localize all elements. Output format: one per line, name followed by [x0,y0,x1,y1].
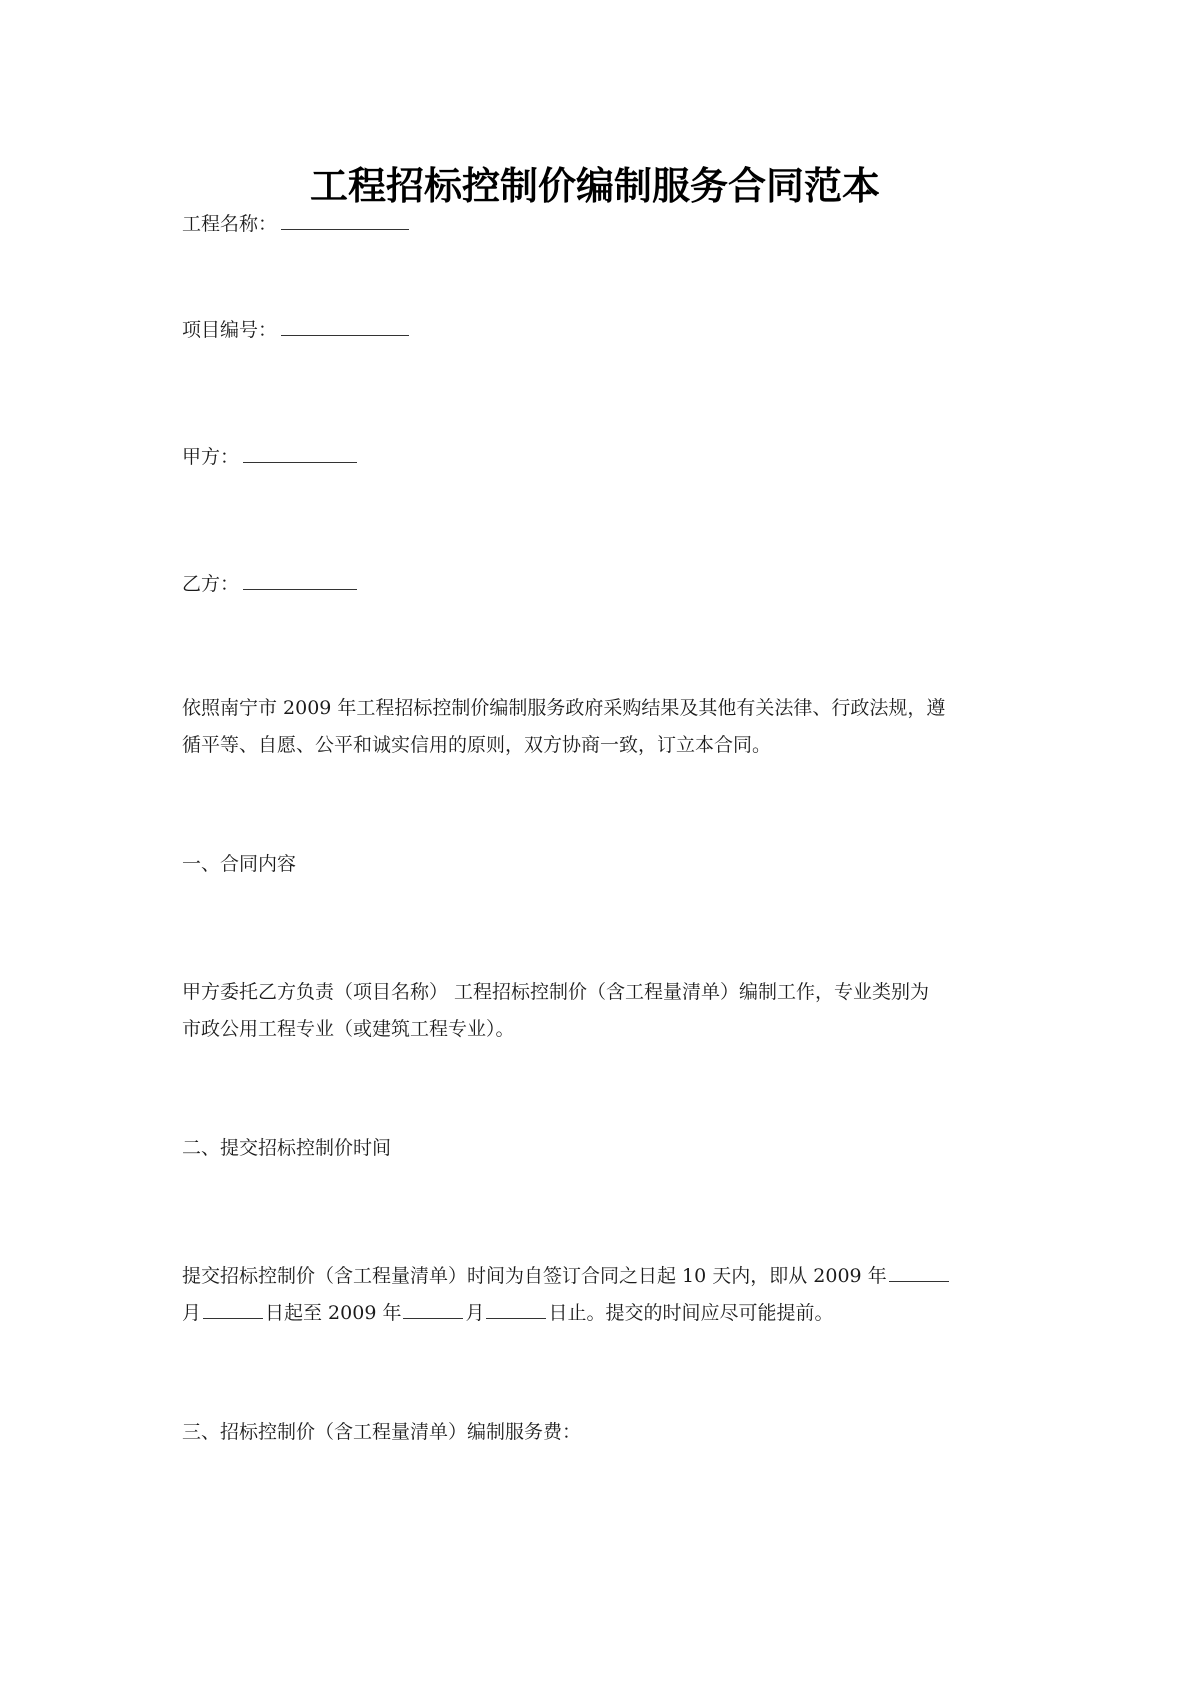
end-month-blank[interactable] [403,1300,463,1319]
end-day-text: 日止。提交的时间应尽可能提前。 [548,1302,834,1324]
start-day-blank[interactable] [203,1300,263,1319]
end-year-text: 日起至 2009 年 [265,1302,402,1324]
section-1-line-1: 甲方委托乙方负责（项目名称） 工程招标控制价（含工程量清单）编制工作，专业类别为 [182,981,930,1003]
project-name-label: 工程名称： [182,213,278,235]
party-a-field [182,438,357,476]
project-number-field [182,311,409,349]
section-1-line-2: 市政公用工程专业（或建筑工程专业）。 [182,1018,515,1040]
project-name-blank[interactable] [281,211,409,230]
party-b-label: 乙方： [182,573,240,595]
party-a-blank[interactable] [243,444,357,463]
section-2-line-1-text: 提交招标控制价（含工程量清单）时间为自签订合同之日起 10 天内，即从 2009 年 [182,1265,887,1287]
month-label-2: 月 [465,1302,485,1324]
section-3-heading: 三、招标控制价（含工程量清单）编制服务费： [182,1421,582,1443]
project-name-field [182,205,409,243]
party-b-field [182,565,357,603]
section-2-line-2 [182,1294,833,1332]
start-month-blank[interactable] [889,1263,949,1282]
preamble-line-2: 循平等、自愿、公平和诚实信用的原则，双方协商一致，订立本合同。 [182,734,772,756]
end-day-blank[interactable] [486,1300,546,1319]
document-title: 工程招标控制价编制服务合同范本 [309,164,880,208]
section-2-line-1 [182,1257,951,1295]
month-label: 月 [182,1302,202,1324]
project-number-blank[interactable] [281,317,409,336]
party-a-label: 甲方： [182,446,240,468]
party-b-blank[interactable] [243,571,357,590]
preamble-line-1: 依照南宁市 2009 年工程招标控制价编制服务政府采购结果及其他有关法律、行政法规，遵 [182,697,946,719]
section-1-heading: 一、合同内容 [182,853,297,875]
section-2-heading: 二、提交招标控制价时间 [182,1137,392,1159]
project-number-label: 项目编号： [182,319,278,341]
